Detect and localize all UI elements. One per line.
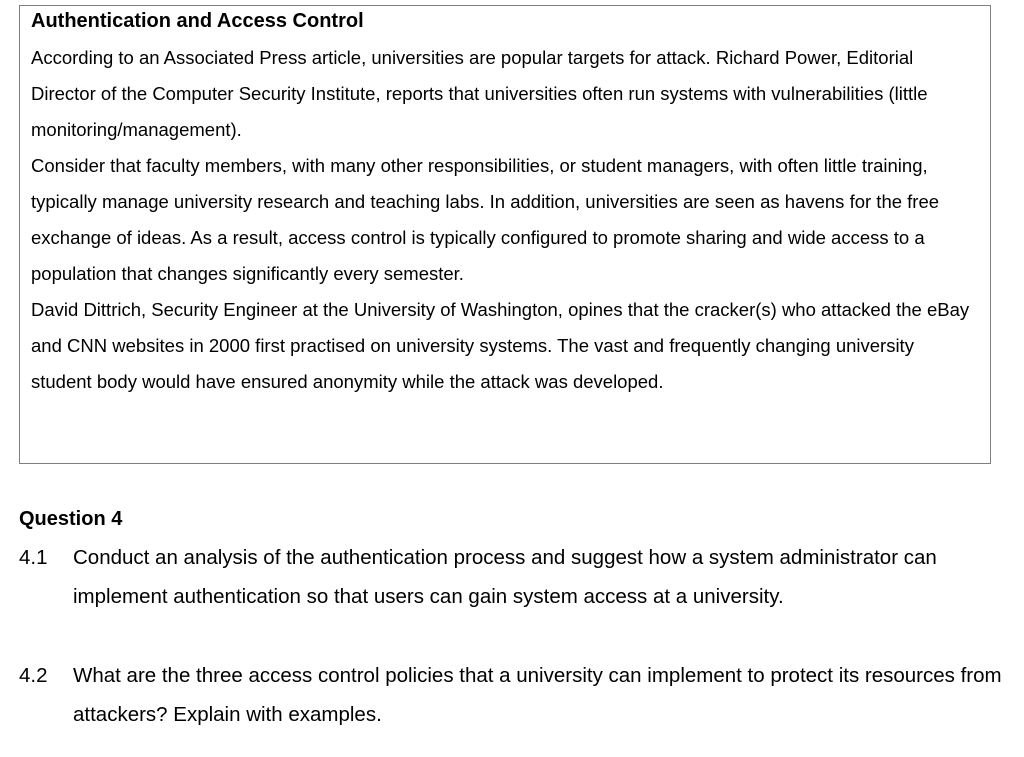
case-study-box bbox=[19, 5, 991, 464]
case-study-title: Authentication and Access Control bbox=[31, 10, 364, 32]
question-number: 4.2 bbox=[19, 664, 48, 687]
question-heading: Question 4 bbox=[19, 508, 123, 530]
question-text: Conduct an analysis of the authentication process and suggest how a system administrator can implement authentication so that users can gain system access at a university. bbox=[73, 546, 937, 608]
question-number: 4.1 bbox=[19, 546, 48, 569]
case-study-paragraph: Consider that faculty members, with many other responsibilities, or student managers, with often little training, typically manage university research and teaching labs. In addition, universities are seen as havens for the free exchange of ideas. As a result, access control is typically configured to promote sharing and wide access to a population that changes significantly every semester. bbox=[31, 155, 940, 284]
question-text: What are the three access control policies that a university can implement to protect its resources from attackers? Explain with examples. bbox=[73, 664, 1002, 726]
question-item bbox=[19, 656, 1009, 734]
case-study-paragraph: David Dittrich, Security Engineer at the University of Washington, opines that the cracker(s) who attacked the eBay and CNN websites in 2000 first practised on university systems. The vast and frequently changing university student body would have ensured anonymity while the attack was developed. bbox=[31, 299, 970, 392]
question-item bbox=[19, 538, 1009, 616]
case-study-paragraph: According to an Associated Press article, universities are popular targets for attack. Richard Power, Editorial Director of the Computer Security Institute, reports that universities often run systems with vulnerabilities (little monitoring/management). bbox=[31, 47, 928, 140]
case-study-body bbox=[31, 40, 976, 400]
